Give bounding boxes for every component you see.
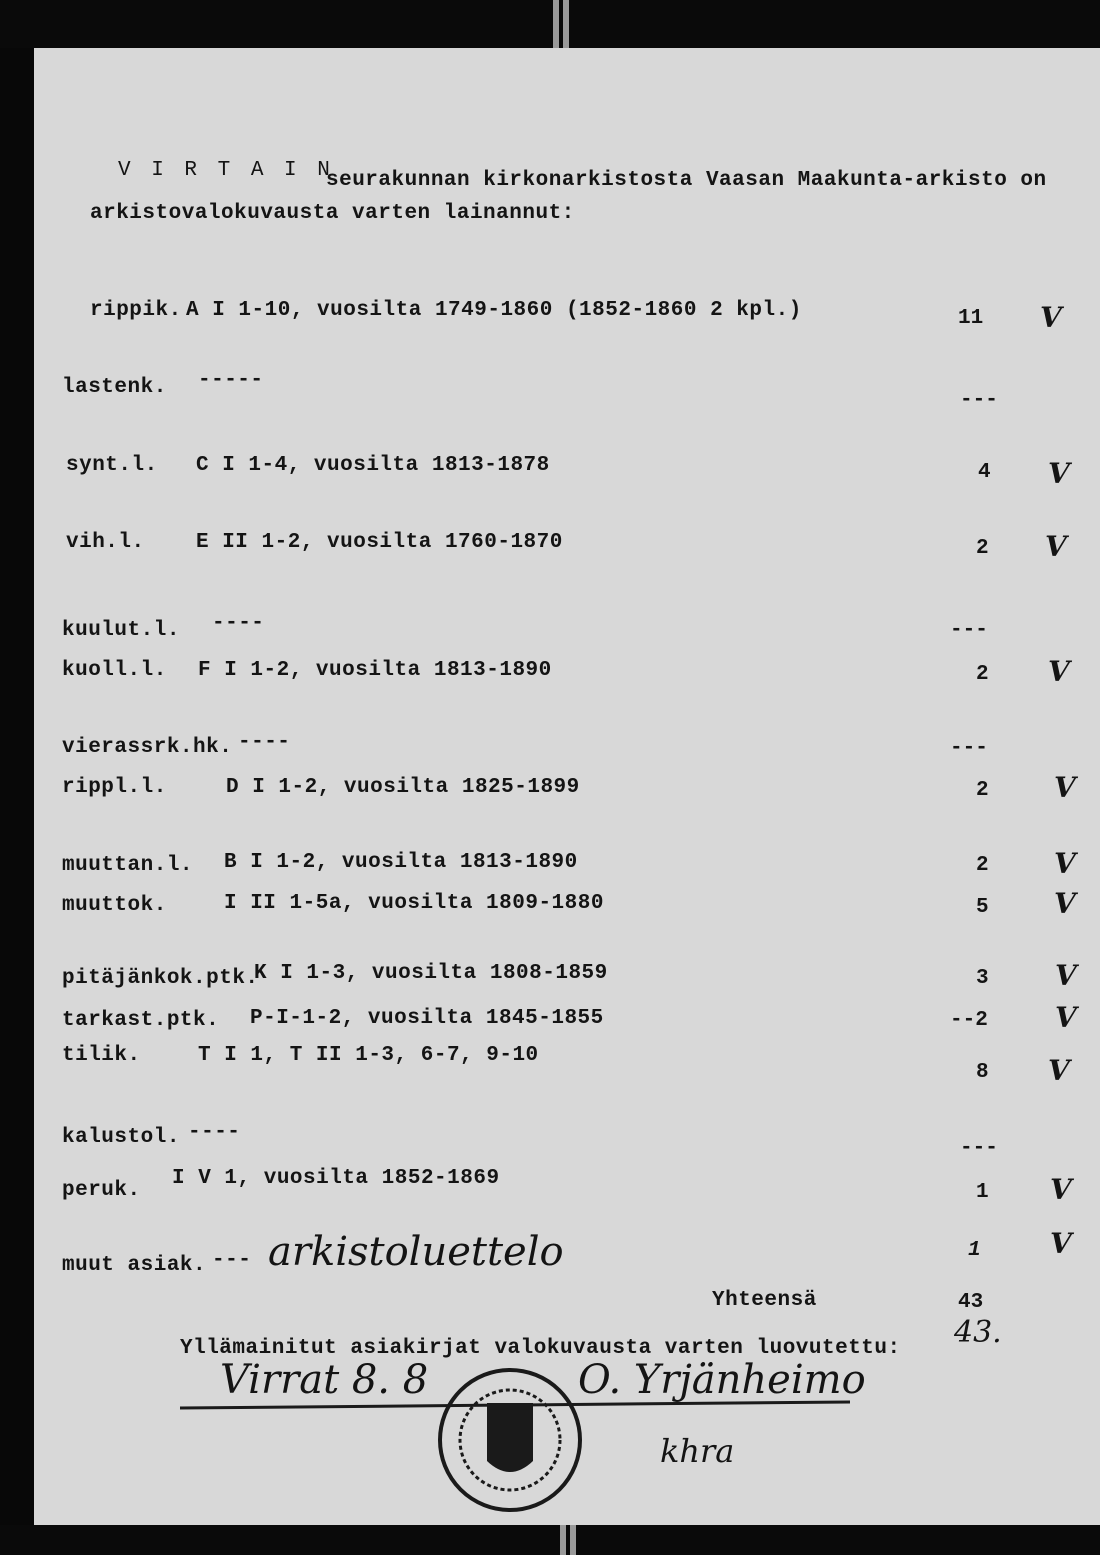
row-count: 2 (976, 537, 989, 560)
row-count: --2 (950, 1009, 988, 1032)
row-label: tilik. (62, 1044, 141, 1067)
row-desc: I V 1, vuosilta 1852-1869 (172, 1167, 500, 1190)
total-label: Yhteensä (712, 1289, 817, 1312)
row-desc: A I 1-10, vuosilta 1749-1860 (1852-1860 2 kpl.) (186, 299, 802, 322)
row-label: muuttok. (62, 894, 167, 917)
row-label: vierassrk.hk. (62, 736, 233, 759)
row-desc: T I 1, T II 1-3, 6-7, 9-10 (198, 1044, 539, 1067)
row-check: V (1054, 771, 1076, 804)
row-label: rippl.l. (62, 776, 167, 799)
total-typed: 43 (958, 1291, 984, 1314)
row-check: V (1040, 301, 1062, 334)
row-count: 4 (978, 461, 991, 484)
row-label: kalustol. (62, 1126, 180, 1149)
row-desc: P-I-1-2, vuosilta 1845-1855 (250, 1007, 604, 1030)
row-count: 1 (976, 1181, 989, 1204)
row-desc: D I 1-2, vuosilta 1825-1899 (226, 776, 580, 799)
row-label: lastenk. (62, 376, 167, 399)
row-label: muuttan.l. (62, 854, 194, 877)
row-label: muut asiak. (62, 1254, 207, 1277)
row-desc: ---- (238, 731, 291, 754)
row-label: peruk. (62, 1179, 141, 1202)
row-check: V (1055, 1001, 1077, 1034)
row-check: V (1048, 457, 1070, 490)
row-count: 11 (958, 307, 984, 330)
row-check: V (1050, 1173, 1072, 1206)
row-label: synt.l. (66, 454, 158, 477)
row-count: --- (950, 619, 988, 642)
row-count: 2 (976, 779, 989, 802)
intro-line-1: seurakunnan kirkonarkistosta Vaasan Maakunta-arkisto on (326, 169, 1047, 192)
row-count: 8 (976, 1061, 989, 1084)
initials: khra (660, 1432, 735, 1470)
row-desc: ---- (212, 612, 265, 635)
signature: O. Yrjänheimo (578, 1357, 866, 1403)
signature-underline (170, 1357, 870, 1420)
row-label: kuoll.l. (62, 659, 167, 682)
row-count: 2 (976, 854, 989, 877)
row-count: 1 (968, 1239, 981, 1262)
row-check: V (1050, 1227, 1072, 1260)
row-desc: K I 1-3, vuosilta 1808-1859 (254, 962, 608, 985)
handwritten-archive-list: arkistoluettelo (268, 1229, 564, 1275)
row-check: V (1048, 1054, 1070, 1087)
total-handwritten: 43. (954, 1315, 1002, 1350)
intro-line-2: arkistovalokuvausta varten lainannut: (90, 202, 575, 225)
row-desc: B I 1-2, vuosilta 1813-1890 (224, 851, 578, 874)
row-count: --- (960, 1137, 998, 1160)
place-date: Virrat 8. 8 (220, 1357, 429, 1403)
row-check: V (1054, 887, 1076, 920)
row-check: V (1054, 847, 1076, 880)
row-desc: ---- (188, 1121, 241, 1144)
row-desc: ----- (198, 369, 264, 392)
row-count: 2 (976, 663, 989, 686)
row-count: 3 (976, 967, 989, 990)
row-label: tarkast.ptk. (62, 1009, 220, 1032)
row-count: --- (950, 737, 988, 760)
row-desc: I II 1-5a, vuosilta 1809-1880 (224, 892, 604, 915)
row-desc: C I 1-4, vuosilta 1813-1878 (196, 454, 550, 477)
row-label: pitäjänkok.ptk. (62, 967, 259, 990)
row-desc: F I 1-2, vuosilta 1813-1890 (198, 659, 552, 682)
row-count: 5 (976, 896, 989, 919)
row-check: V (1048, 655, 1070, 688)
row-check: V (1045, 530, 1067, 563)
row-check: V (1055, 959, 1077, 992)
row-desc: E II 1-2, vuosilta 1760-1870 (196, 531, 563, 554)
row-label: kuulut.l. (62, 619, 180, 642)
parish-name: V I R T A I N (118, 159, 334, 182)
row-count: --- (960, 389, 998, 412)
row-label: vih.l. (66, 531, 145, 554)
row-label: rippik. (90, 299, 182, 322)
row-desc: --- (212, 1249, 252, 1272)
handover-statement: Yllämainitut asiakirjat valokuvausta varten luovutettu: (180, 1337, 901, 1360)
